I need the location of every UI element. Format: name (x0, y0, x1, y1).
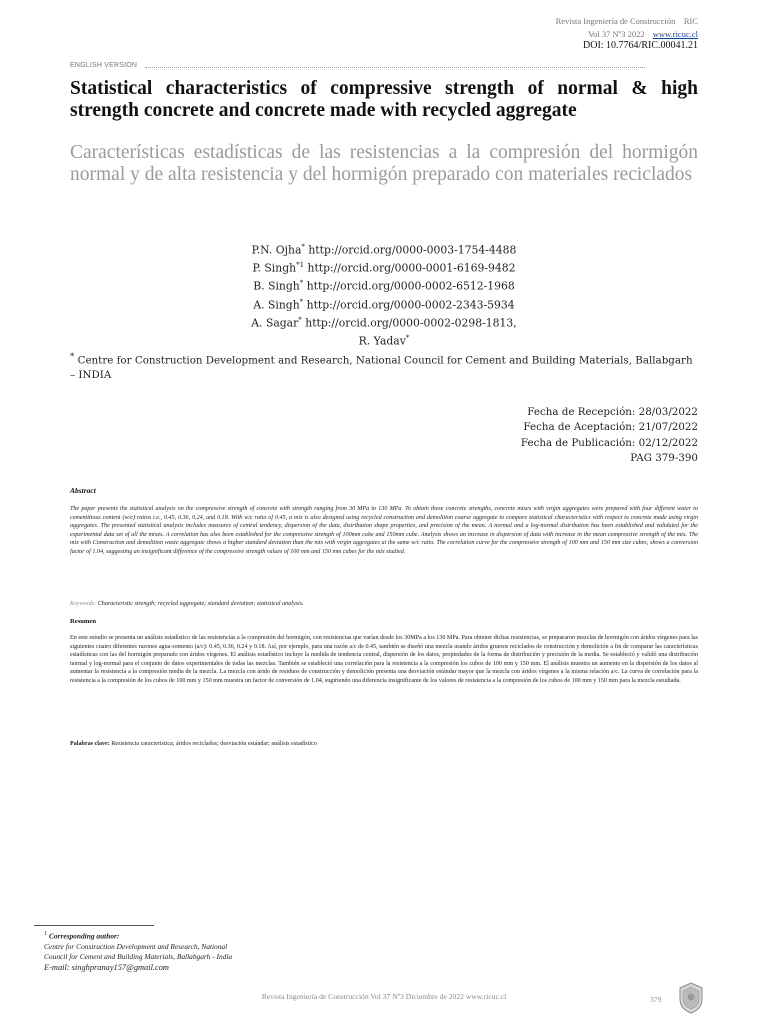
palabras-clave (70, 741, 698, 747)
orcid-link[interactable]: http://orcid.org/0000-0003-1754-4488 (308, 243, 517, 257)
published-date: Fecha de Publicación: 02/12/2022 (520, 436, 698, 449)
footnote-heading: $^1$ Corresponding author: (44, 931, 120, 941)
keywords-text: Characteristic strength; recycled aggregate; standard deviation; statistical analysis. (97, 601, 304, 607)
received-date: Fecha de Recepción: 28/03/2022 (527, 406, 698, 418)
abstract-text: The paper presents the statistical analysis on the compressive strength of concrete with strength ranging from 30 MPa to 130 MPa. To obtain these concrete strengths, concrete mixes with virgin aggregates were prepared with four different water to cementitious content (w/c) ratios i.e., 0.45, 0.36, 0.24, and 0.18. With w/c ratio of 0.45, a mix is also designed using recycled construction and demolition coarse aggregate to compare statistical characteristics with respect to concrete made using virgin aggregates. The presented statistical analysis includes measures of central tendency, dispersion of the data, distribution shape properties, and precision of the mean. A normal and a log-normal distribution has been established and validated for the experimental data set of all the mixes. A correlation has also been established for the compressive strength of 100mm cube and 150mm cube. Analysis shows an increase in dispersion of data with increase in the mean compressive strength of the mix. The mix with Construction and demolition waste aggregate shows a higher standard deviation than the mix with virgin aggregates at the same w/c ratio. The correlation curve for the compressive strength of 100 mm and 150 mm size cubes, shows a conversion factor of 1.04, suggesting an insignificant difference of the compressive strength values of 100 mm and 150 mm cubes for the mix studied. (70, 506, 698, 555)
abstract-heading: Abstract (70, 486, 96, 495)
orcid-link[interactable]: http://orcid.org/0000-0002-0298-1813, (305, 316, 517, 330)
publication-dates (521, 405, 698, 466)
author-line: A. Sagar* http://orcid.org/0000-0002-0298-1813, (251, 315, 517, 330)
author-line: A. Singh* http://orcid.org/0000-0002-2343-5934 (253, 297, 515, 312)
affiliation (70, 350, 698, 383)
resumen-heading: Resumen (70, 618, 97, 625)
doi: DOI: 10.7764/RIC.00041.21 (583, 40, 698, 51)
footnote-line: Council for Cement and Building Materials, Ballabgarh - India (44, 952, 233, 962)
affiliation-text: Centre for Construction Development and Research, National Council for Cement and Building Materials, Ballabgarh – INDIA (70, 354, 693, 382)
footnote-rule (34, 925, 154, 926)
resumen-text: En este estudio se presenta un análisis estadístico de las resistencias a la compresión del hormigón, con resistencias que varían desde los 30MPa a los 130 MPa. Para obtener dichas resistencias, se prepararon mezclas de hormigón con áridos vírgenes para las siguientes cuatro diferentes razones agua-cemento (a/c): 0.45, 0.36, 0.24 y 0.18. Así, por ejemplo, para una razón a/c de 0.45, también se diseñó una mezcla usando áridos gruesos reciclados de construcción y demolición a fin de comparar las características estadísticas con las del hormigón preparado con áridos vírgenes. El análisis estadístico incluye la medida de tendencia central, dispersión de los datos, propiedades de la forma de distribución y precisión de la media. Se estableció y validó una distribución normal y log-normal para el conjunto de datos experimentales de todas las mezclas. También se estableció una correlación para la resistencia a la compresión los cubos de 100 mm y 150 mm. El análisis muestra un aumento en la dispersión de los datos al aumentar la resistencia a la compresión media de la mezcla. La mezcla con árido de residuos de construcción y demolición presenta una desviación estándar mayor que la mezcla con áridos vírgenes a la misma relación a/c. La curva de correlación para la resistencia a la compresión de los cubos de 100 mm y 150 mm muestra un factor de conversión de 1.04, sugiriendo una diferencia insignificante de los valores de resistencia a la compresión de los cubos de 100 mm y 150 mm para la mezcla estudiada. (70, 635, 698, 684)
title-english: Statistical characteristics of compressive strength of normal & high strength concrete and concrete made with recycled aggregate (70, 78, 698, 121)
page-number: 379 (650, 995, 662, 1004)
journal-name (556, 16, 698, 26)
affiliation-mark: * (70, 352, 75, 362)
dotted-divider (145, 67, 645, 68)
journal-website-link[interactable]: www.ricuc.cl (652, 29, 698, 39)
orcid-link[interactable]: http://orcid.org/0000-0001-6169-9482 (307, 261, 516, 275)
author-line: P. Singh$^{*1}$ http://orcid.org/0000-0001-6169-9482 (252, 261, 516, 275)
version-label: ENGLISH VERSION (70, 62, 138, 69)
volume-line (588, 29, 698, 39)
journal-title: Revista Ingeniería de Construcción (555, 16, 676, 26)
university-seal-icon (678, 982, 704, 1014)
footnote-line: Centre for Construction Development and Research, National (44, 941, 228, 951)
author-line: B. Singh* http://orcid.org/0000-0002-6512-1968 (253, 279, 515, 293)
palabras-label: Palabras clave: (70, 741, 110, 747)
author-list (150, 240, 618, 349)
keywords-label: Keywords: (70, 601, 97, 607)
orcid-link[interactable]: http://orcid.org/0000-0002-2343-5934 (306, 298, 515, 312)
footnote (44, 929, 304, 973)
footer-text: Revista Ingeniería de Construcción Vol 37 Nº3 Diciembre de 2022 www.ricuc.cl (261, 992, 507, 1001)
title-spanish: Características estadísticas de las resistencias a la compresión del hormigón normal y de alta resistencia y del hormigón preparado con materiales reciclados (70, 142, 698, 185)
page-range: PAG 379-390 (630, 451, 698, 464)
palabras-text: Resistencia característica; áridos reciclados; desviación estándar; análisis estadístico (111, 741, 317, 747)
keywords (70, 601, 698, 607)
journal-abbrev: RIC (683, 16, 698, 26)
orcid-link[interactable]: http://orcid.org/0000-0002-6512-1968 (306, 279, 515, 293)
accepted-date: Fecha de Aceptación: 21/07/2022 (523, 421, 698, 434)
author-line: R. Yadav* (358, 333, 410, 348)
volume-info: Vol 37 Nº3 2022 (588, 29, 645, 39)
footnote-email: E-mail: singhpranay157@gmail.com (44, 962, 169, 972)
author-line: P.N. Ojha* http://orcid.org/0000-0003-1754-4488 (251, 243, 517, 257)
